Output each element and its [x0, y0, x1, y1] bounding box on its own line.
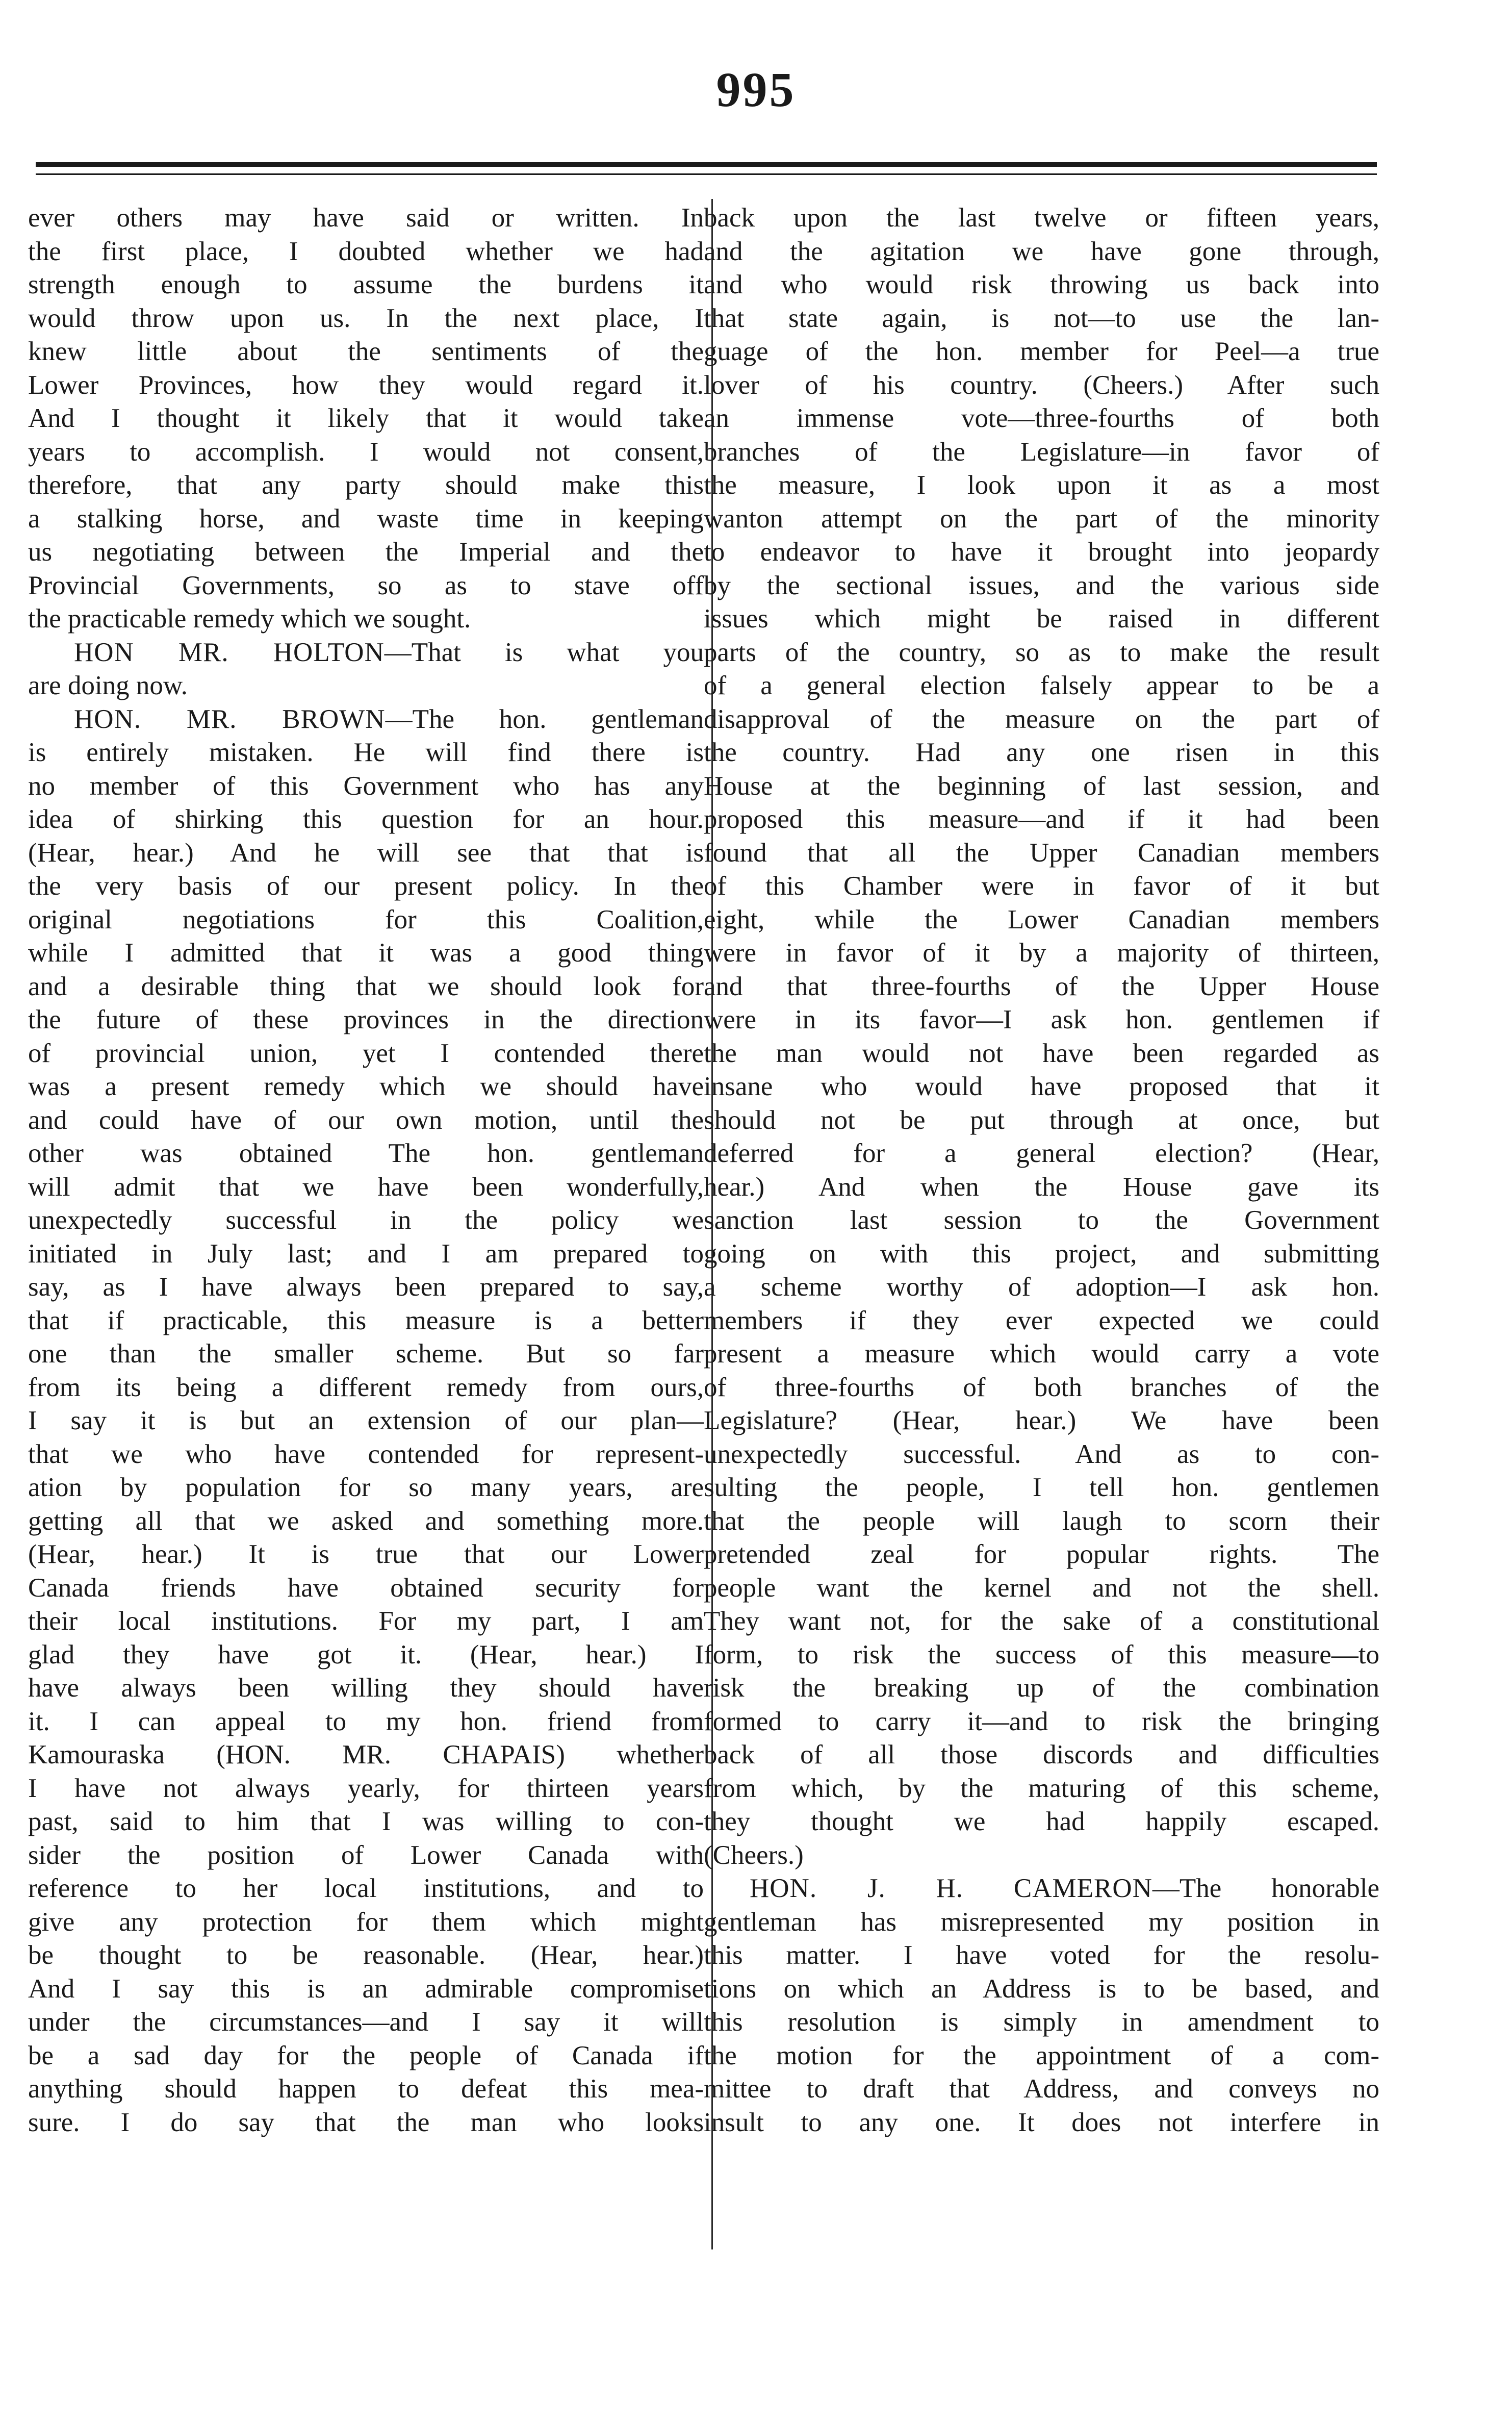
- line-text: therefore, that any party should make this: [28, 470, 704, 500]
- line-text: Lower Provinces, how they would regard it.: [28, 370, 704, 400]
- text-line: [28, 536, 704, 569]
- line-text: of provincial union, yet I contended there: [28, 1038, 704, 1068]
- line-text: were in its favor—I ask hon. gentlemen if: [704, 1005, 1379, 1034]
- text-line: [704, 870, 1379, 903]
- line-text: proposed this measure—and if it had been: [704, 804, 1379, 834]
- line-text: no member of this Government who has any: [28, 771, 704, 801]
- text-line: [28, 1839, 704, 1873]
- speaker-name: HON. J. H. CAMERON: [750, 1874, 1152, 1903]
- text-line: [704, 1906, 1379, 1939]
- line-text: idea of shirking this question for an hour.: [28, 804, 704, 834]
- line-text: pretended zeal for popular rights. The: [704, 1539, 1379, 1569]
- line-text: I say it is but an extension of our plan—: [28, 1406, 704, 1435]
- text-line: [704, 502, 1379, 536]
- text-line: [28, 1070, 704, 1104]
- text-line: [704, 1538, 1379, 1572]
- line-text: getting all that we asked and something more.: [28, 1506, 704, 1536]
- line-text: years to accomplish. I would not consent,: [28, 437, 704, 467]
- line-text: that if practicable, this measure is a better: [28, 1305, 704, 1335]
- line-text: this matter. I have voted for the resolu-: [704, 1940, 1379, 1970]
- line-text: sulting the people, I tell hon. gentlemen: [704, 1473, 1379, 1502]
- text-line: [704, 1672, 1379, 1705]
- line-text: and could have of our own motion, until the: [28, 1105, 704, 1135]
- text-line: [28, 669, 704, 703]
- text-line: [28, 1772, 704, 1806]
- text-line: [704, 1237, 1379, 1271]
- line-text: sure. I do say that the man who looks: [28, 2107, 704, 2137]
- line-text: one than the smaller scheme. But so far: [28, 1339, 704, 1369]
- text-line: [704, 469, 1379, 502]
- text-line: [28, 1204, 704, 1237]
- text-line: [704, 770, 1379, 803]
- line-text: unexpectedly successful. And as to con-: [704, 1439, 1379, 1469]
- text-line: [28, 837, 704, 870]
- text-line: [704, 602, 1379, 636]
- line-text: lover of his country. (Cheers.) After such: [704, 370, 1379, 400]
- text-line: [704, 1171, 1379, 1204]
- text-line: [28, 402, 704, 436]
- text-line: [704, 1337, 1379, 1371]
- text-line: [28, 602, 704, 636]
- text-line: [28, 1672, 704, 1705]
- line-text: found that all the Upper Canadian members: [704, 838, 1379, 868]
- line-text: the first place, I doubted whether we had: [28, 236, 704, 266]
- text-line: [704, 1471, 1379, 1505]
- text-line: [28, 2072, 704, 2106]
- line-text: original negotiations for this Coalition,: [28, 904, 704, 934]
- line-text: ation by population for so many years, are: [28, 1473, 704, 1502]
- text-line: [28, 636, 704, 670]
- text-line: [704, 536, 1379, 569]
- line-text: say, as I have always been prepared to say,: [28, 1272, 704, 1302]
- text-line: [28, 369, 704, 402]
- line-text: sider the position of Lower Canada with: [28, 1840, 704, 1870]
- text-line: [28, 502, 704, 536]
- line-text: branches of the Legislature—in favor of: [704, 437, 1379, 467]
- text-line: [704, 937, 1379, 970]
- text-line: [28, 1438, 704, 1472]
- text-line: [704, 1371, 1379, 1405]
- line-text: knew little about the sentiments of the: [28, 337, 704, 366]
- text-line: [28, 1003, 704, 1037]
- speaker-name: HON. MR. BROWN: [74, 704, 386, 734]
- text-line: [28, 1872, 704, 1906]
- text-line: [704, 1304, 1379, 1338]
- line-text: while I admitted that it was a good thing: [28, 938, 704, 968]
- text-line: [28, 903, 704, 937]
- line-text: past, said to him that I was willing to con-: [28, 1807, 704, 1836]
- line-text: from which, by the maturing of this scheme,: [704, 1773, 1379, 1803]
- text-line: [704, 2039, 1379, 2073]
- text-line: [28, 436, 704, 469]
- text-line: [704, 1872, 1379, 1906]
- text-line: [704, 803, 1379, 837]
- line-text: they thought we had happily escaped.: [704, 1807, 1379, 1836]
- line-text: deferred for a general election? (Hear,: [704, 1139, 1379, 1168]
- line-text: people want the kernel and not the shell.: [704, 1573, 1379, 1603]
- line-text: formed to carry it—and to risk the bringing: [704, 1706, 1379, 1736]
- line-text: be thought to be reasonable. (Hear, hear.): [28, 1940, 704, 1970]
- header-rule-bottom: [36, 173, 1377, 175]
- text-line: [704, 402, 1379, 436]
- text-line: [704, 1805, 1379, 1839]
- text-line: [28, 970, 704, 1004]
- text-line: [28, 1304, 704, 1338]
- right-column: [704, 201, 1379, 2139]
- text-line: [28, 335, 704, 369]
- line-text: that state again, is not—to use the lan-: [704, 303, 1379, 333]
- text-line: [28, 736, 704, 770]
- text-line: [704, 268, 1379, 302]
- text-line: [704, 201, 1379, 235]
- line-text: is entirely mistaken. He will find there is: [28, 738, 704, 767]
- line-text: glad they have got it. (Hear, hear.) I: [28, 1639, 704, 1670]
- text-line: [704, 1003, 1379, 1037]
- text-line: [28, 937, 704, 970]
- line-text: strength enough to assume the burdens it: [28, 270, 704, 299]
- text-line: [28, 1805, 704, 1839]
- line-text: that we who have contended for represent-: [28, 1439, 704, 1469]
- text-line: [28, 1237, 704, 1271]
- line-text: the country. Had any one risen in this: [704, 738, 1379, 767]
- line-text: And I thought it likely that it would take: [28, 403, 704, 433]
- text-line: [28, 1738, 704, 1772]
- text-line: [704, 970, 1379, 1004]
- line-text: sanction last session to the Government: [704, 1205, 1379, 1235]
- line-text: the practicable remedy which we sought.: [28, 604, 471, 634]
- left-column: [28, 201, 704, 2139]
- line-text: have always been willing they should have: [28, 1673, 704, 1703]
- line-text: of this Chamber were in favor of it but: [704, 871, 1379, 901]
- line-text: Legislature? (Hear, hear.) We have been: [704, 1406, 1379, 1435]
- text-line: [704, 569, 1379, 603]
- line-text: this resolution is simply in amendment to: [704, 2007, 1379, 2037]
- text-line: [704, 369, 1379, 402]
- text-line: [704, 1572, 1379, 1605]
- text-line: [704, 2106, 1379, 2140]
- text-line: [28, 302, 704, 336]
- line-text: Kamouraska (HON. MR. CHAPAIS) whether: [28, 1740, 704, 1769]
- text-line: [28, 1271, 704, 1304]
- line-text: and who would risk throwing us back into: [704, 270, 1379, 299]
- text-line: [704, 1037, 1379, 1071]
- text-line: [704, 2072, 1379, 2106]
- text-line: [704, 903, 1379, 937]
- text-line: [28, 1171, 704, 1204]
- text-line: [704, 1137, 1379, 1171]
- text-line: [28, 803, 704, 837]
- line-text: are doing now.: [28, 671, 188, 700]
- text-line: [28, 1939, 704, 1972]
- text-line: [28, 1605, 704, 1638]
- line-text: —The hon. gentleman: [385, 704, 704, 734]
- text-line: [28, 1037, 704, 1071]
- line-text: was a present remedy which we should have: [28, 1072, 704, 1101]
- line-text: the very basis of our present policy. In the: [28, 871, 704, 901]
- line-text: the motion for the appointment of a com-: [704, 2040, 1379, 2070]
- text-line: [28, 268, 704, 302]
- text-line: [704, 736, 1379, 770]
- line-text: —That is what you: [384, 637, 704, 667]
- text-line: [28, 1638, 704, 1672]
- line-text: (Hear, hear.) And he will see that that is: [28, 838, 704, 868]
- text-line: [28, 1471, 704, 1505]
- line-text: will admit that we have been wonderfully,: [28, 1172, 704, 1202]
- line-text: us negotiating between the Imperial and the: [28, 537, 704, 567]
- text-line: [704, 1972, 1379, 2006]
- text-line: [28, 569, 704, 603]
- line-text: form, to risk the success of this measure—to: [704, 1639, 1379, 1670]
- text-line: [704, 1839, 1379, 1873]
- line-text: (Cheers.): [704, 1840, 804, 1870]
- text-line: [704, 235, 1379, 269]
- line-text: guage of the hon. member for Peel—a true: [704, 337, 1379, 366]
- text-line: [704, 1271, 1379, 1304]
- text-line: [704, 1772, 1379, 1806]
- line-text: the measure, I look upon it as a most: [704, 470, 1379, 500]
- line-text: House at the beginning of last session, and: [704, 771, 1379, 801]
- line-text: going on with this project, and submitting: [704, 1238, 1379, 1269]
- line-text: insult to any one. It does not interfere in: [704, 2107, 1379, 2137]
- line-text: should not be put through at once, but: [704, 1105, 1379, 1135]
- line-text: eight, while the Lower Canadian members: [704, 904, 1379, 934]
- line-text: by the sectional issues, and the various side: [704, 570, 1379, 600]
- text-line: [704, 837, 1379, 870]
- line-text: the future of these provinces in the direction: [28, 1005, 704, 1034]
- text-line: [704, 1104, 1379, 1137]
- line-text: and the agitation we have gone through,: [704, 236, 1379, 266]
- line-text: anything should happen to defeat this mea-: [28, 2074, 704, 2104]
- text-line: [704, 335, 1379, 369]
- line-text: and that three-fourths of the Upper House: [704, 971, 1379, 1001]
- line-text: a stalking horse, and waste time in keeping: [28, 503, 704, 534]
- line-text: risk the breaking up of the combination: [704, 1673, 1379, 1703]
- text-line: [704, 2006, 1379, 2039]
- line-text: wanton attempt on the part of the minority: [704, 503, 1379, 534]
- text-line: [28, 1371, 704, 1405]
- line-text: a scheme worthy of adoption—I ask hon.: [704, 1272, 1379, 1302]
- text-line: [704, 703, 1379, 737]
- line-text: I have not always yearly, for thirteen years: [28, 1773, 704, 1803]
- line-text: members if they ever expected we could: [704, 1305, 1379, 1335]
- line-text: —The honorable: [1152, 1874, 1379, 1903]
- text-line: [28, 1906, 704, 1939]
- text-line: [704, 1204, 1379, 1237]
- line-text: disapproval of the measure on the part of: [704, 704, 1379, 734]
- text-line: [704, 1738, 1379, 1772]
- line-text: initiated in July last; and I am prepared to: [28, 1238, 704, 1269]
- text-line: [704, 1404, 1379, 1438]
- line-text: Provincial Governments, so as to stave off: [28, 570, 704, 600]
- text-line: [704, 1705, 1379, 1739]
- text-line: [28, 703, 704, 737]
- line-text: issues which might be raised in different: [704, 604, 1379, 634]
- text-line: [28, 1337, 704, 1371]
- text-line: [28, 235, 704, 269]
- text-line: [28, 1137, 704, 1171]
- line-text: Canada friends have obtained security for: [28, 1573, 704, 1603]
- text-line: [28, 2106, 704, 2140]
- text-line: [28, 1104, 704, 1137]
- line-text: tions on which an Address is to be based, and: [704, 1974, 1379, 2004]
- line-text: other was obtained The hon. gentleman: [28, 1139, 704, 1168]
- line-text: of a general election falsely appear to be a: [704, 671, 1379, 700]
- line-text: ever others may have said or written. In: [28, 203, 704, 233]
- line-text: it. I can appeal to my hon. friend from: [28, 1706, 704, 1736]
- text-line: [28, 770, 704, 803]
- line-text: insane who would have proposed that it: [704, 1072, 1379, 1101]
- text-line: [28, 1972, 704, 2006]
- text-line: [28, 2039, 704, 2073]
- line-text: give any protection for them which might: [28, 1907, 704, 1937]
- text-line: [704, 1505, 1379, 1538]
- text-line: [704, 636, 1379, 670]
- text-line: [704, 1939, 1379, 1972]
- text-line: [28, 469, 704, 502]
- text-line: [704, 1605, 1379, 1638]
- text-line: [28, 1538, 704, 1572]
- text-line: [28, 1705, 704, 1739]
- line-text: hear.) And when the House gave its: [704, 1172, 1379, 1202]
- text-line: [704, 1638, 1379, 1672]
- line-text: from its being a different remedy from ours,: [28, 1372, 704, 1402]
- line-text: were in favor of it by a majority of thirteen,: [704, 938, 1379, 968]
- line-text: parts of the country, so as to make the result: [704, 637, 1379, 667]
- line-text: unexpectedly successful in the policy we: [28, 1205, 704, 1235]
- text-line: [28, 1404, 704, 1438]
- line-text: would throw upon us. In the next place, I: [28, 303, 704, 333]
- line-text: present a measure which would carry a vote: [704, 1339, 1379, 1369]
- line-text: They want not, for the sake of a constitutional: [704, 1606, 1379, 1636]
- text-line: [28, 1572, 704, 1605]
- line-text: under the circumstances—and I say it will: [28, 2007, 704, 2037]
- line-text: mittee to draft that Address, and conveys no: [704, 2074, 1379, 2104]
- line-text: the man would not have been regarded as: [704, 1038, 1379, 1068]
- text-line: [28, 1505, 704, 1538]
- line-text: gentleman has misrepresented my position in: [704, 1907, 1379, 1937]
- line-text: (Hear, hear.) It is true that our Lower: [28, 1539, 704, 1569]
- line-text: back upon the last twelve or fifteen years,: [704, 203, 1379, 233]
- line-text: to endeavor to have it brought into jeopardy: [704, 537, 1379, 567]
- text-line: [704, 436, 1379, 469]
- line-text: be a sad day for the people of Canada if: [28, 2040, 704, 2070]
- speaker-name: HON MR. HOLTON: [74, 637, 385, 667]
- line-text: of three-fourths of both branches of the: [704, 1372, 1379, 1402]
- header-rule-top: [36, 162, 1377, 167]
- text-line: [704, 669, 1379, 703]
- line-text: And I say this is an admirable compromise: [28, 1974, 704, 2004]
- text-line: [28, 201, 704, 235]
- line-text: reference to her local institutions, and to: [28, 1874, 704, 1903]
- line-text: that the people will laugh to scorn their: [704, 1506, 1379, 1536]
- text-line: [704, 1070, 1379, 1104]
- text-line: [704, 1438, 1379, 1472]
- line-text: their local institutions. For my part, I am: [28, 1606, 704, 1636]
- page-number: 995: [716, 62, 796, 117]
- line-text: and a desirable thing that we should look for: [28, 971, 704, 1001]
- line-text: an immense vote—three-fourths of both: [704, 403, 1379, 433]
- text-line: [704, 302, 1379, 336]
- text-line: [28, 870, 704, 903]
- text-line: [28, 2006, 704, 2039]
- line-text: back of all those discords and difficulties: [704, 1740, 1379, 1769]
